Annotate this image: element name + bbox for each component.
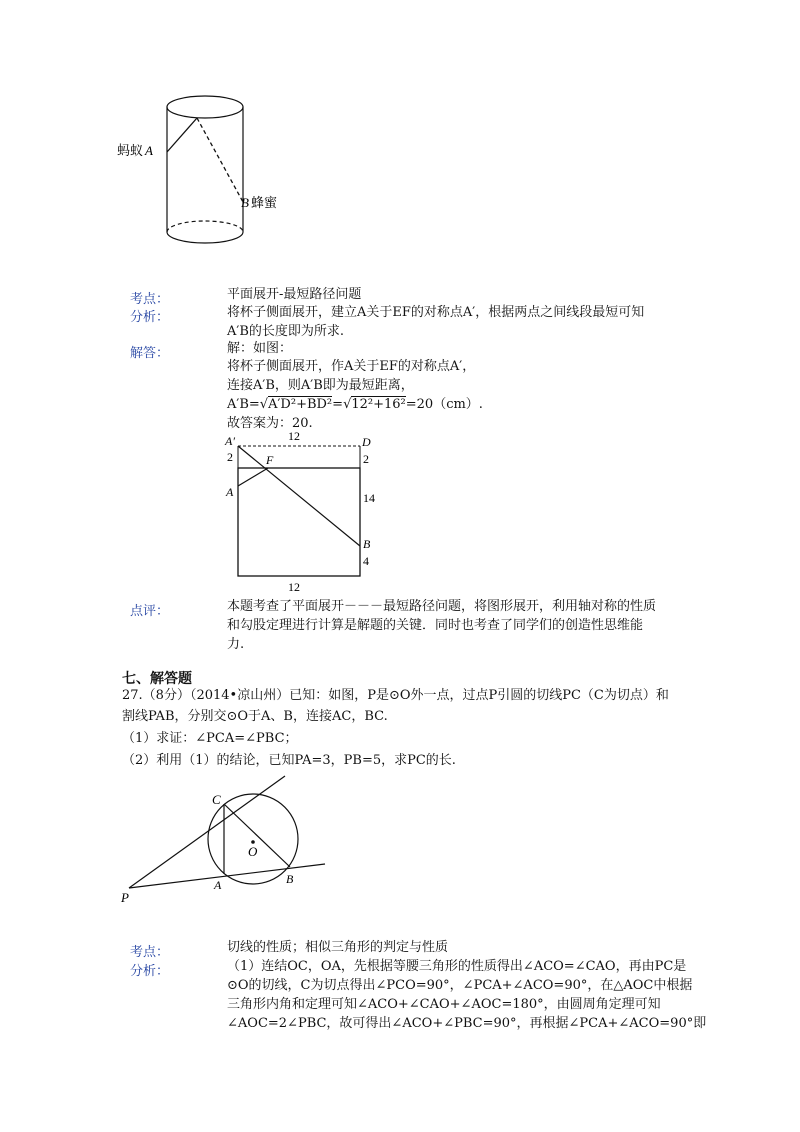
- formula-left: A′B=: [227, 397, 260, 412]
- ant-label: 蚂蚁: [117, 143, 144, 158]
- honey-point-label: B: [241, 195, 249, 210]
- q26-dianping-label: 点评：: [130, 604, 170, 619]
- q27-stem-line-1: 27.（8分）（2014•凉山州）已知：如图，P是⊙O外一点，过点P引圆的切线PC（C为切点）和: [122, 688, 669, 703]
- q26-kaodian-label: 考点：: [130, 292, 170, 307]
- left-gap-label: 2: [227, 450, 233, 464]
- q26-jieda-line-3: 连接A′B，则A′B即为最短距离，: [227, 378, 414, 393]
- formula-radicand-2: 12²+16²: [351, 397, 406, 412]
- q27-fenxi-label: 分析：: [130, 964, 170, 979]
- q26-dianping-line-3: 力.: [227, 637, 245, 652]
- b-below-label: 4: [363, 554, 369, 568]
- sqrt-radical-2: √: [343, 397, 352, 412]
- q26-jieda-line-2: 将杯子侧面展开，作A关于EF的对称点A′，: [227, 359, 476, 374]
- q27-part-1: （1）求证：∠PCA=∠PBC；: [122, 731, 298, 746]
- b-label: B: [286, 872, 294, 886]
- honey-label: 蜂蜜: [251, 195, 278, 210]
- right-gap-label: 2: [363, 452, 369, 466]
- q26-jieda-label: 解答：: [130, 346, 170, 361]
- formula-radicand-1: A′D²+BD²: [268, 397, 333, 412]
- q27-fenxi-line-2: ⊙O的切线，C为切点得出∠PCO=90°，∠PCA+∠ACO=90°，在△AOC中根据: [227, 978, 693, 993]
- a-prime-label: A′: [225, 434, 235, 448]
- q27-kaodian-text: 切线的性质；相似三角形的判定与性质: [227, 940, 449, 955]
- top-width-label: 12: [288, 429, 300, 443]
- q26-answer-line: 故答案为：20.: [227, 416, 313, 431]
- d-label: D: [362, 435, 371, 449]
- q27-fenxi-line-3: 三角形内角和定理可知∠ACO+∠CAO+∠AOC=180°，由圆周角定理可知: [227, 997, 661, 1012]
- q26-fenxi-line-1: 将杯子侧面展开，建立A关于EF的对称点A′，根据两点之间线段最短可知: [227, 305, 645, 320]
- q26-formula: [227, 395, 483, 415]
- formula-result: =20（cm）.: [405, 397, 483, 412]
- q26-kaodian-text: 平面展开-最短路径问题: [227, 287, 362, 302]
- unfold-figure: [222, 428, 382, 598]
- f-label: F: [266, 453, 274, 467]
- q27-part-2: （2）利用（1）的结论，已知PA=3，PB=5，求PC的长.: [122, 753, 456, 768]
- bottom-width-label: 12: [288, 580, 300, 594]
- q27-stem-line-2: 割线PAB，分别交⊙O于A、B，连接AC，BC.: [122, 709, 388, 724]
- formula-eq: =: [332, 397, 344, 412]
- q26-dianping-line-1: 本题考查了平面展开－－－最短路径问题，将图形展开，利用轴对称的性质: [227, 599, 657, 614]
- ant-point-label: A: [145, 143, 153, 158]
- q26-fenxi-line-2: A′B的长度即为所求.: [227, 324, 345, 339]
- c-label: C: [212, 792, 221, 807]
- circle-tangent-figure: [115, 770, 345, 910]
- sqrt-radical-1: √: [259, 397, 269, 412]
- o-label: O: [248, 844, 258, 859]
- q27-fenxi-line-4: ∠AOC=2∠PBC，故可得出∠ACO+∠PBC=90°，再根据∠PCA+∠ACO=90°即: [227, 1016, 707, 1031]
- a-label: A: [226, 485, 234, 499]
- section-heading: 七、解答题: [122, 671, 192, 687]
- cylinder-figure: [115, 90, 315, 250]
- a-label: A: [214, 878, 222, 892]
- q26-jieda-line-1: 解：如图：: [227, 341, 293, 356]
- q26-fenxi-label: 分析：: [130, 310, 170, 325]
- p-label: P: [121, 890, 129, 905]
- b-label: B: [363, 537, 371, 551]
- q27-kaodian-label: 考点：: [130, 945, 170, 960]
- q26-dianping-line-2: 和勾股定理进行计算是解题的关键．同时也考查了同学们的创造性思维能: [227, 618, 644, 633]
- q27-fenxi-line-1: （1）连结OC，OA，先根据等腰三角形的性质得出∠ACO=∠CAO，再由PC是: [227, 959, 687, 974]
- right-len-label: 14: [363, 491, 375, 505]
